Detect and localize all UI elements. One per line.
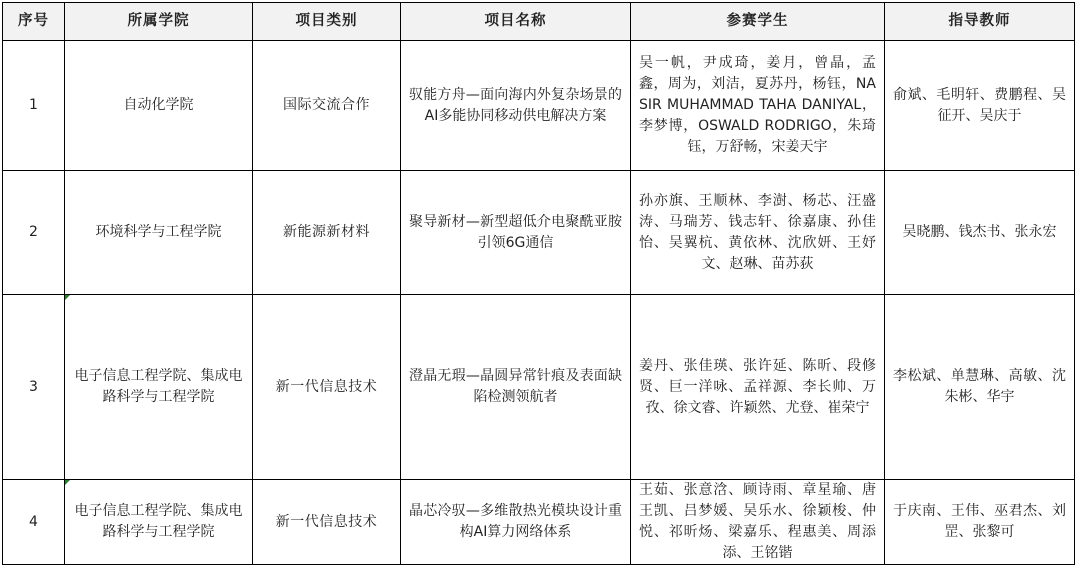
cell-college: 环境科学与工程学院 xyxy=(65,171,253,295)
table-row xyxy=(3,171,1075,295)
cell-project-name: 晶芯冷驭—多维散热光模块设计重构AI算力网络体系 xyxy=(401,480,631,565)
cell-students: 姜丹、张佳瑛、张许延、陈昕、段修贤、巨一洋咏、孟祥源、李长帅、万孜、徐文睿、许颖然、尤登、崔荣宁 xyxy=(631,295,885,480)
header-index: 序号 xyxy=(3,3,65,41)
cell-teachers: 吴晓鹏、钱杰书、张永宏 xyxy=(885,171,1075,295)
cell-project-name: 驭能方舟—面向海内外复杂场景的AI多能协同移动供电解决方案 xyxy=(401,41,631,171)
cell-marker-icon xyxy=(65,295,70,300)
cell-students: 孙亦旗、王顺林、李澍、杨芯、汪盛涛、马瑞芳、钱志轩、徐嘉康、孙佳怡、吴翼杭、黄依林、沈欣妍、王妤文、赵琳、苗苏荻 xyxy=(631,171,885,295)
cell-category: 国际交流合作 xyxy=(253,41,401,171)
cell-teachers: 李松斌、单慧琳、高敏、沈朱彬、华宇 xyxy=(885,295,1075,480)
project-table xyxy=(2,2,1075,565)
cell-college: 自动化学院 xyxy=(65,41,253,171)
header-project-name: 项目名称 xyxy=(401,3,631,41)
cell-students: 吴一帆，尹成琦，姜月，曾晶，孟鑫，周为，刘洁，夏苏丹，杨钰，NASIR MUHAMMAD TAHA DANIYAL，李梦博，OSWALD RODRIGO，朱琦钰，万舒畅，宋姜天宇 xyxy=(631,41,885,171)
cell-students: 王茹、张意浛、顾诗雨、章星瑜、唐王凯、吕梦媛、吴乐水、徐颖梭、仲悦、祁昕炀、梁嘉乐、程惠美、周添添、王铭锴 xyxy=(631,480,885,565)
cell-college-text: 电子信息工程学院、集成电路科学与工程学院 xyxy=(74,503,243,540)
header-college: 所属学院 xyxy=(65,3,253,41)
cell-index: 2 xyxy=(3,171,65,295)
cell-index: 4 xyxy=(3,480,65,565)
cell-project-name: 聚导新材—新型超低介电聚酰亚胺引领6G通信 xyxy=(401,171,631,295)
table-row xyxy=(3,41,1075,171)
cell-teachers: 俞斌、毛明轩、费鹏程、吴征开、吴庆于 xyxy=(885,41,1075,171)
cell-marker-icon xyxy=(65,480,70,485)
cell-teachers: 于庆南、王伟、巫君杰、刘罡、张黎可 xyxy=(885,480,1075,565)
header-teachers: 指导教师 xyxy=(885,3,1075,41)
header-category: 项目类别 xyxy=(253,3,401,41)
header-row xyxy=(3,3,1075,41)
cell-college-text: 电子信息工程学院、集成电路科学与工程学院 xyxy=(74,368,243,405)
cell-college xyxy=(65,295,253,480)
cell-college xyxy=(65,480,253,565)
table-row xyxy=(3,295,1075,480)
header-students: 参赛学生 xyxy=(631,3,885,41)
table-row xyxy=(3,480,1075,565)
cell-index: 1 xyxy=(3,41,65,171)
cell-category: 新一代信息技术 xyxy=(253,480,401,565)
cell-index: 3 xyxy=(3,295,65,480)
cell-category: 新一代信息技术 xyxy=(253,295,401,480)
cell-category: 新能源新材料 xyxy=(253,171,401,295)
cell-project-name: 澄晶无瑕—晶圆异常针痕及表面缺陷检测领航者 xyxy=(401,295,631,480)
